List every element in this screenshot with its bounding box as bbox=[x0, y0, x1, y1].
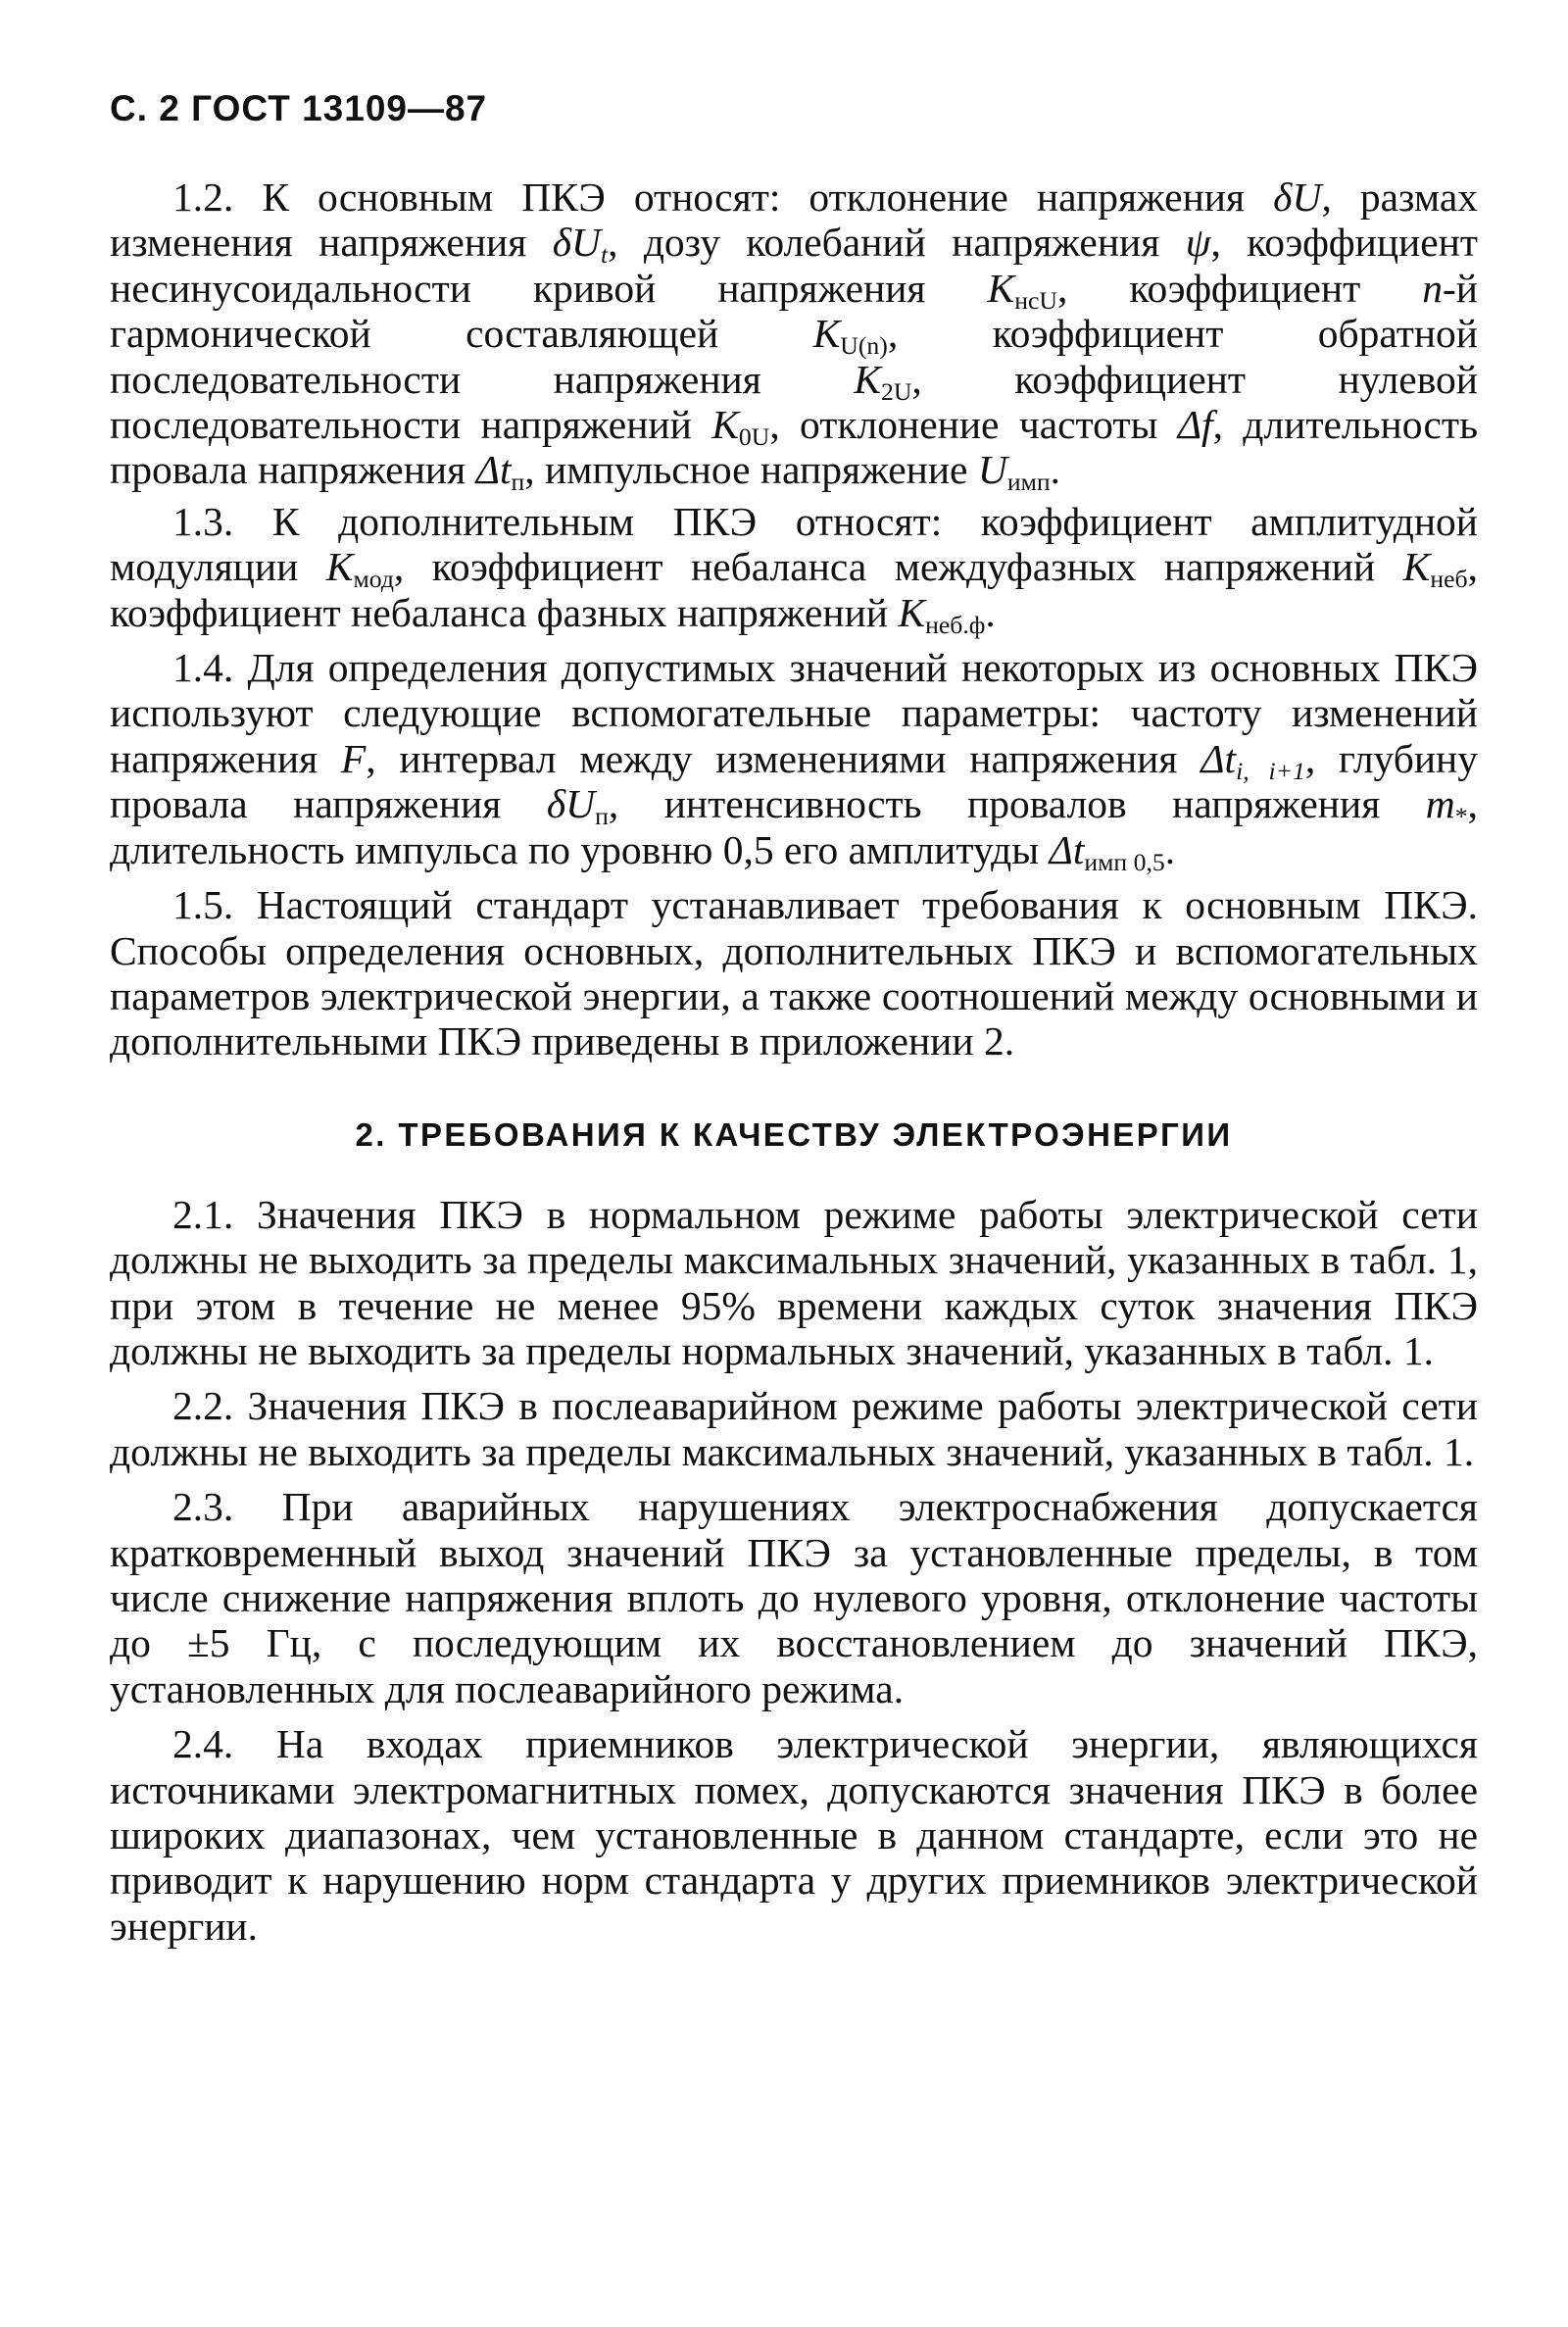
paragraph-1-2 bbox=[110, 174, 1479, 497]
symbol-f: F bbox=[340, 735, 367, 781]
text-span: , интервал между изменениями напряжения bbox=[366, 735, 1201, 781]
symbol-delta-t-p: Δt bbox=[475, 447, 512, 493]
body-text bbox=[110, 174, 1478, 1949]
symbol-subscript: п bbox=[595, 802, 609, 831]
text-span: . bbox=[1050, 447, 1060, 493]
paragraph-2-4: 2.4. На входах приемников электрической энергии, являющихся источниками электромагнитных помех, допускаются значения ПКЭ в более широких диапазонах, чем установленные в данном стандарте, если это не приводит к нарушению норм стандарта у других приемников электрической энергии. bbox=[110, 1721, 1478, 1949]
symbol-delta-u-p: δU bbox=[546, 781, 596, 827]
symbol-subscript: нсU bbox=[1014, 286, 1057, 316]
symbol-k-mod: K bbox=[325, 544, 354, 590]
text-span: , коэффициент обратной последовательности напряжения bbox=[110, 311, 1479, 402]
text-span: , интенсивность провалов напряжения bbox=[608, 781, 1426, 827]
text-span: , коэффициент нулевой последовательности напряжений bbox=[110, 356, 1478, 448]
symbol-k-un: K bbox=[812, 311, 841, 357]
running-head: С. 2 ГОСТ 13109—87 bbox=[110, 88, 488, 128]
text-span: , размах изменения напряжения bbox=[110, 174, 1478, 266]
text-span: , глубину провала напряжения bbox=[110, 735, 1479, 827]
text-span: , коэффициент несинусоидальности кривой напряжения bbox=[110, 220, 1479, 311]
text-span: , коэффициент небаланса фазных напряжений bbox=[110, 544, 1478, 635]
symbol-subscript: неб.ф bbox=[925, 610, 986, 639]
symbol-subscript: имп 0,5 bbox=[1084, 847, 1165, 876]
symbol-subscript: мод bbox=[353, 565, 394, 594]
paragraph-2-3: 2.3. При аварийных нарушениях электроснабжения допускается кратковременный выход значений ПКЭ за установленные пределы, в том числе снижение напряжения вплоть до нулевого уровня, отклонение частоты до ±5 Гц, с последующим их восстановлением до значений ПКЭ, установленных для послеаварийного режима. bbox=[110, 1484, 1478, 1711]
symbol-m-star: m bbox=[1425, 781, 1455, 827]
symbol-k-neb: K bbox=[1402, 544, 1431, 590]
symbol-subscript: * bbox=[1454, 802, 1468, 831]
text-span: , коэффициент bbox=[1057, 265, 1423, 311]
text-span: , коэффициент небаланса междуфазных напряжений bbox=[393, 544, 1403, 590]
text-span: , импульсное напряжение bbox=[524, 447, 978, 493]
text-span: . bbox=[1164, 826, 1176, 872]
text-span: 1.4. Для определения допустимых значений некоторых из основных ПКЭ используют следующие вспомогательные параметры: частоту изменений напряжения bbox=[110, 645, 1478, 781]
text-span: , длительность провала напряжения bbox=[110, 402, 1478, 493]
paragraph-2-2: 2.2. Значения ПКЭ в послеаварийном режиме работы электрической сети должны не выходить за пределы максимальных значений, указанных в табл. 1. bbox=[110, 1383, 1478, 1474]
symbol-delta-t-imp: Δt bbox=[1049, 826, 1085, 872]
symbol-subscript: п bbox=[511, 468, 525, 497]
symbol-subscript: имп bbox=[1006, 468, 1051, 497]
symbol-k-2u: K bbox=[854, 356, 881, 402]
paragraph-1-4 bbox=[110, 645, 1479, 876]
symbol-k-nsu: K bbox=[987, 265, 1015, 311]
paragraph-1-3 bbox=[110, 498, 1478, 639]
text-span: , дозу колебаний напряжения bbox=[608, 220, 1186, 266]
symbol-n: n bbox=[1422, 265, 1443, 311]
symbol-subscript: U(n) bbox=[840, 331, 888, 361]
text-span: -й гармонической составляющей bbox=[110, 265, 1478, 357]
paragraph-2-1: 2.1. Значения ПКЭ в нормальном режиме работы электрической сети должны не выходить за пределы максимальных значений, указанных в табл. 1, при этом в течение не менее 95% времени каждых суток значения ПКЭ должны не выходить за пределы нормальных значений, указанных в табл. 1. bbox=[110, 1191, 1478, 1373]
symbol-delta-f: Δf bbox=[1177, 402, 1213, 448]
symbol-delta-u: δU bbox=[1273, 174, 1322, 220]
symbol-subscript: i, i+1 bbox=[1236, 757, 1305, 786]
symbol-subscript: неб bbox=[1430, 565, 1468, 594]
symbol-subscript: 2U bbox=[880, 376, 912, 406]
symbol-psi: ψ bbox=[1185, 220, 1211, 266]
symbol-delta-u-t: δU bbox=[552, 220, 601, 266]
text-span: , отклонение частоты bbox=[769, 402, 1178, 448]
symbol-delta-t-i: Δt bbox=[1200, 735, 1237, 781]
symbol-k-neb-f: K bbox=[898, 589, 926, 635]
text-span: . bbox=[985, 589, 996, 635]
text-span: 1.3. К дополнительным ПКЭ относят: коэффициент амплитудной модуляции bbox=[110, 498, 1478, 590]
symbol-u-imp: U bbox=[977, 447, 1007, 493]
text-span: 1.2. К основным ПКЭ относят: отклонение напряжения bbox=[172, 174, 1274, 220]
section-title: 2. ТРЕБОВАНИЯ К КАЧЕСТВУ ЭЛЕКТРОЭНЕРГИИ bbox=[355, 1115, 1233, 1153]
paragraph-1-5: 1.5. Настоящий стандарт устанавливает требования к основным ПКЭ. Способы определения основных, дополнительных ПКЭ и вспомогательных параметров электрической энергии, а также соотношений между основными и дополнительными ПКЭ приведены в приложении 2. bbox=[110, 882, 1478, 1064]
symbol-k-0u: K bbox=[711, 402, 739, 448]
symbol-subscript: 0U bbox=[738, 422, 770, 452]
text-span: , длительность импульса по уровню 0,5 его амплитуды bbox=[110, 781, 1478, 872]
symbol-subscript: t bbox=[600, 240, 609, 270]
